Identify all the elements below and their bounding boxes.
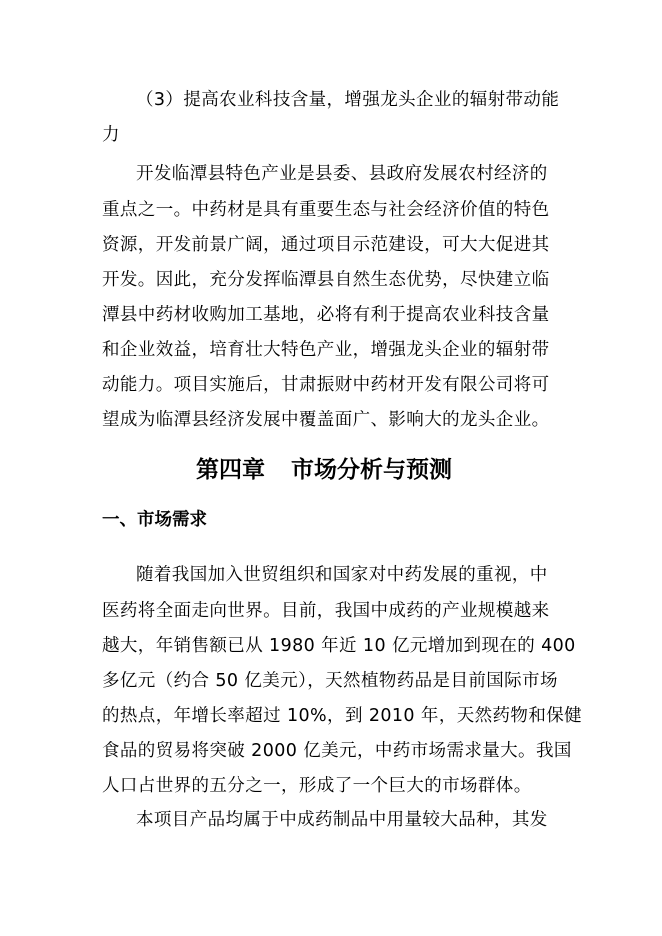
paragraph-2-line-6: 食品的贸易将突破 2000 亿美元，中药市场需求量大。我国 [102,741,572,761]
paragraph-1-line-8: 望成为临潭县经济发展中覆盖面广、影响大的龙头企业。 [102,410,550,430]
paragraph-1-line-3: 资源，开发前景广阔，通过项目示范建设，可大大促进其 [102,235,550,255]
paragraph-1-line-4: 开发。因此，充分发挥临潭县自然生态优势，尽快建立临 [102,270,550,290]
paragraph-1-line-7: 动能力。项目实施后，甘肃振财中药材开发有限公司将可 [102,375,550,395]
paragraph-2-line-2: 医药将全面走向世界。目前，我国中成药的产业规模越来 [102,601,550,621]
paragraph-1-line-2: 重点之一。中药材是具有重要生态与社会经济价值的特色 [102,200,550,220]
paragraph-2-line-3: 越大，年销售额已从 1980 年近 10 亿元增加到现在的 400 [102,636,576,656]
chapter-title: 市场分析与预测 [291,456,452,483]
paragraph-1-line-6: 和企业效益，培育壮大特色产业，增强龙头企业的辐射带 [102,340,550,360]
paragraph-2-line-4: 多亿元（约合 50 亿美元），天然植物药品是目前国际市场 [102,671,558,691]
paragraph-3-line-1: 本项目产品均属于中成药制品中用量较大品种，其发 [136,810,548,830]
paragraph-1-line-5: 潭县中药材收购加工基地，必将有利于提高农业科技含量 [102,305,550,325]
chapter-number: 第四章 [196,456,265,483]
paragraph-2-line-7: 人口占世界的五分之一，形成了一个巨大的市场群体。 [102,776,532,796]
section-heading: 一、市场需求 [102,510,207,530]
paragraph-2-line-1: 随着我国加入世贸组织和国家对中药发展的重视，中 [136,565,548,585]
subheading-line-1: （3）提高农业科技含量，增强龙头企业的辐射带动能 [136,90,560,110]
paragraph-2-line-5: 的热点，年增长率超过 10%，到 2010 年，天然药物和保健 [102,706,583,726]
chapter-heading [196,454,452,486]
paragraph-1-line-1: 开发临潭县特色产业是县委、县政府发展农村经济的 [136,164,548,184]
subheading-line-2: 力 [102,125,120,145]
